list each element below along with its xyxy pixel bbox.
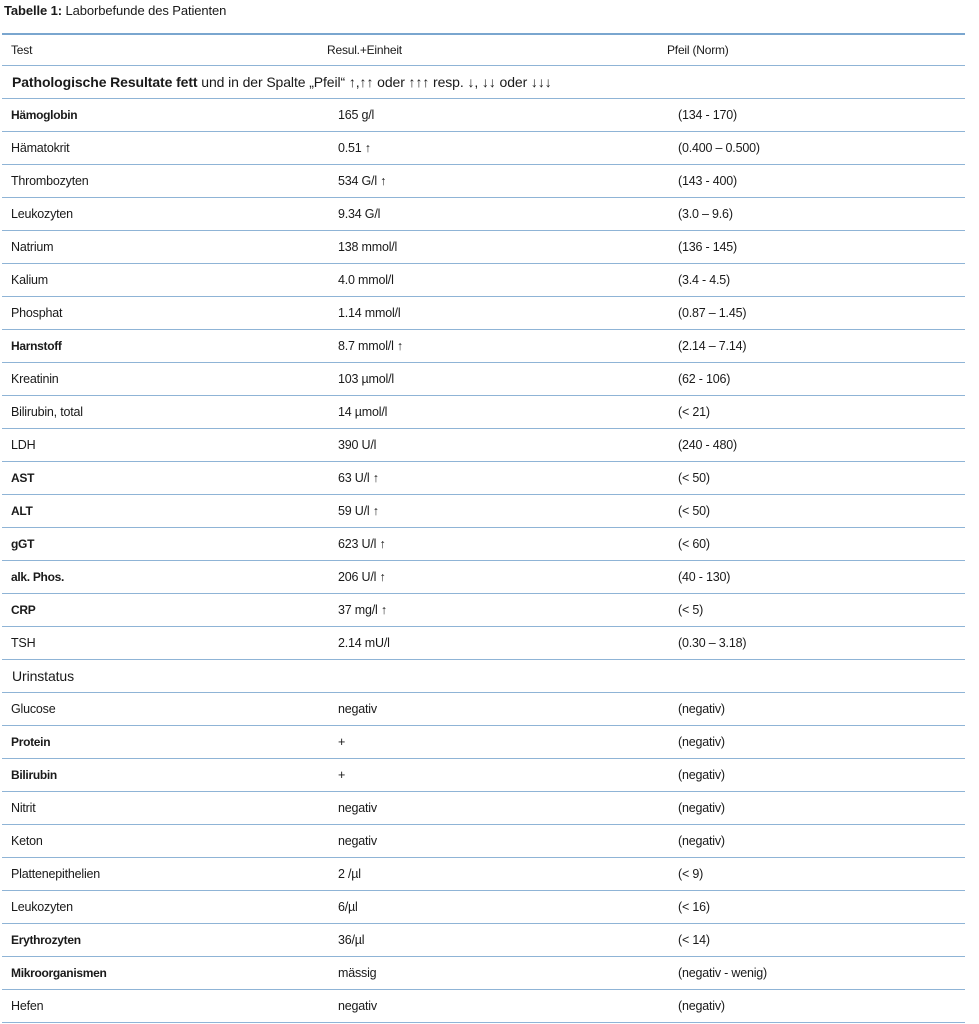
cell-test: Kalium (11, 273, 49, 287)
cell-norm: (< 21) (678, 405, 710, 419)
cell-test: Erythrozyten (11, 933, 81, 947)
cell-result: 2 /µl (338, 867, 361, 881)
table-row (2, 495, 965, 527)
cell-result: negativ (338, 999, 377, 1013)
cell-result: 14 µmol/l (338, 405, 388, 419)
table-row (2, 231, 965, 263)
cell-test: LDH (11, 438, 36, 452)
table-row (2, 924, 965, 956)
cell-norm: (negativ) (678, 834, 725, 848)
lab-results-table (2, 33, 965, 1023)
header-test: Test (11, 43, 33, 57)
table-row (2, 264, 965, 296)
cell-result: 37 mg/l ↑ (338, 603, 387, 617)
table-row (2, 891, 965, 923)
table-row (2, 198, 965, 230)
cell-norm: (0.30 – 3.18) (678, 636, 747, 650)
cell-norm: (136 - 145) (678, 240, 737, 254)
cell-test: Thrombozyten (11, 174, 89, 188)
table-row (2, 990, 965, 1022)
cell-result: 63 U/l ↑ (338, 471, 379, 485)
table-caption-text: Laborbefunde des Patienten (65, 3, 227, 18)
table-row (2, 330, 965, 362)
cell-norm: (0.400 – 0.500) (678, 141, 760, 155)
cell-result: 103 µmol/l (338, 372, 394, 386)
table-row (2, 429, 965, 461)
cell-test: Keton (11, 834, 43, 848)
cell-result: negativ (338, 801, 377, 815)
cell-result: 0.51 ↑ (338, 141, 371, 155)
section-note-text (12, 66, 552, 98)
table-row (2, 165, 965, 197)
cell-result: 165 g/l (338, 108, 375, 122)
cell-result: 4.0 mmol/l (338, 273, 394, 287)
cell-test: TSH (11, 636, 36, 650)
table-row (2, 825, 965, 857)
cell-norm: (< 16) (678, 900, 710, 914)
section-note-rest: und in der Spalte „Pfeil“ ↑,↑↑ oder ↑↑↑ resp. ↓, ↓↓ oder ↓↓↓ (201, 74, 552, 90)
blood-results-body (2, 99, 965, 660)
cell-result: mässig (338, 966, 377, 980)
cell-norm: (negativ) (678, 702, 725, 716)
cell-norm: (240 - 480) (678, 438, 737, 452)
table-caption-label: Tabelle 1: (4, 3, 63, 18)
cell-test: Kreatinin (11, 372, 59, 386)
cell-test: AST (11, 471, 35, 485)
table-header-row (2, 35, 965, 65)
cell-test: alk. Phos. (11, 570, 65, 584)
cell-norm: (< 14) (678, 933, 710, 947)
table-row (2, 858, 965, 890)
cell-test: Mikroorganismen (11, 966, 107, 980)
cell-result: 36/µl (338, 933, 365, 947)
table-row (2, 297, 965, 329)
table-row (2, 792, 965, 824)
section-urinstatus-title: Urinstatus (12, 668, 75, 684)
table-row (2, 693, 965, 725)
table-row (2, 726, 965, 758)
cell-test: Leukozyten (11, 207, 73, 221)
cell-test: Bilirubin, total (11, 405, 83, 419)
cell-norm: (negativ) (678, 768, 725, 782)
table-row (2, 99, 965, 131)
urine-results-body (2, 693, 965, 1023)
cell-test: Leukozyten (11, 900, 73, 914)
cell-norm: (< 50) (678, 504, 710, 518)
section-note-bold: Pathologische Resultate fett (12, 74, 198, 90)
cell-norm: (negativ) (678, 735, 725, 749)
cell-norm: (134 - 170) (678, 108, 737, 122)
cell-norm: (40 - 130) (678, 570, 731, 584)
cell-norm: (62 - 106) (678, 372, 731, 386)
cell-test: Hefen (11, 999, 44, 1013)
table-row (2, 363, 965, 395)
cell-test: gGT (11, 537, 35, 551)
cell-norm: (negativ - wenig) (678, 966, 768, 980)
cell-test: ALT (11, 504, 33, 518)
section-urinstatus (2, 660, 965, 692)
cell-result: 534 G/l ↑ (338, 174, 387, 188)
cell-result: 2.14 mU/l (338, 636, 390, 650)
table-row (2, 594, 965, 626)
cell-norm: (143 - 400) (678, 174, 737, 188)
cell-norm: (2.14 – 7.14) (678, 339, 747, 353)
cell-result: 8.7 mmol/l ↑ (338, 339, 403, 353)
cell-test: Nitrit (11, 801, 36, 815)
cell-result: 59 U/l ↑ (338, 504, 379, 518)
cell-test: Hämatokrit (11, 141, 70, 155)
cell-result: 206 U/l ↑ (338, 570, 386, 584)
cell-norm: (3.4 - 4.5) (678, 273, 730, 287)
section-pathologic-note (2, 66, 965, 98)
cell-norm: (< 9) (678, 867, 704, 881)
cell-test: Glucose (11, 702, 56, 716)
cell-test: Harnstoff (11, 339, 62, 353)
cell-test: Protein (11, 735, 51, 749)
header-norm: Pfeil (Norm) (667, 43, 729, 57)
cell-result: 9.34 G/l (338, 207, 381, 221)
cell-test: CRP (11, 603, 36, 617)
cell-test: Hämoglobin (11, 108, 78, 122)
table-row (2, 462, 965, 494)
cell-norm: (negativ) (678, 999, 725, 1013)
table-row (2, 528, 965, 560)
cell-result: 138 mmol/l (338, 240, 398, 254)
cell-result: 1.14 mmol/l (338, 306, 401, 320)
cell-result: + (338, 735, 346, 749)
table-caption (4, 3, 226, 19)
cell-test: Plattenepithelien (11, 867, 101, 881)
cell-test: Bilirubin (11, 768, 57, 782)
cell-result: 623 U/l ↑ (338, 537, 386, 551)
header-result: Resul.+Einheit (327, 43, 402, 57)
cell-norm: (< 50) (678, 471, 710, 485)
cell-norm: (3.0 – 9.6) (678, 207, 733, 221)
cell-result: negativ (338, 834, 377, 848)
table-row (2, 957, 965, 989)
cell-result: + (338, 768, 346, 782)
cell-test: Natrium (11, 240, 54, 254)
cell-result: 390 U/l (338, 438, 377, 452)
table-row (2, 627, 965, 659)
cell-norm: (0.87 – 1.45) (678, 306, 747, 320)
table-row (2, 759, 965, 791)
cell-norm: (negativ) (678, 801, 725, 815)
row-divider (2, 1022, 965, 1023)
cell-result: negativ (338, 702, 377, 716)
table-row (2, 396, 965, 428)
cell-result: 6/µl (338, 900, 358, 914)
table-row (2, 132, 965, 164)
cell-test: Phosphat (11, 306, 63, 320)
cell-norm: (< 5) (678, 603, 704, 617)
cell-norm: (< 60) (678, 537, 710, 551)
table-row (2, 561, 965, 593)
